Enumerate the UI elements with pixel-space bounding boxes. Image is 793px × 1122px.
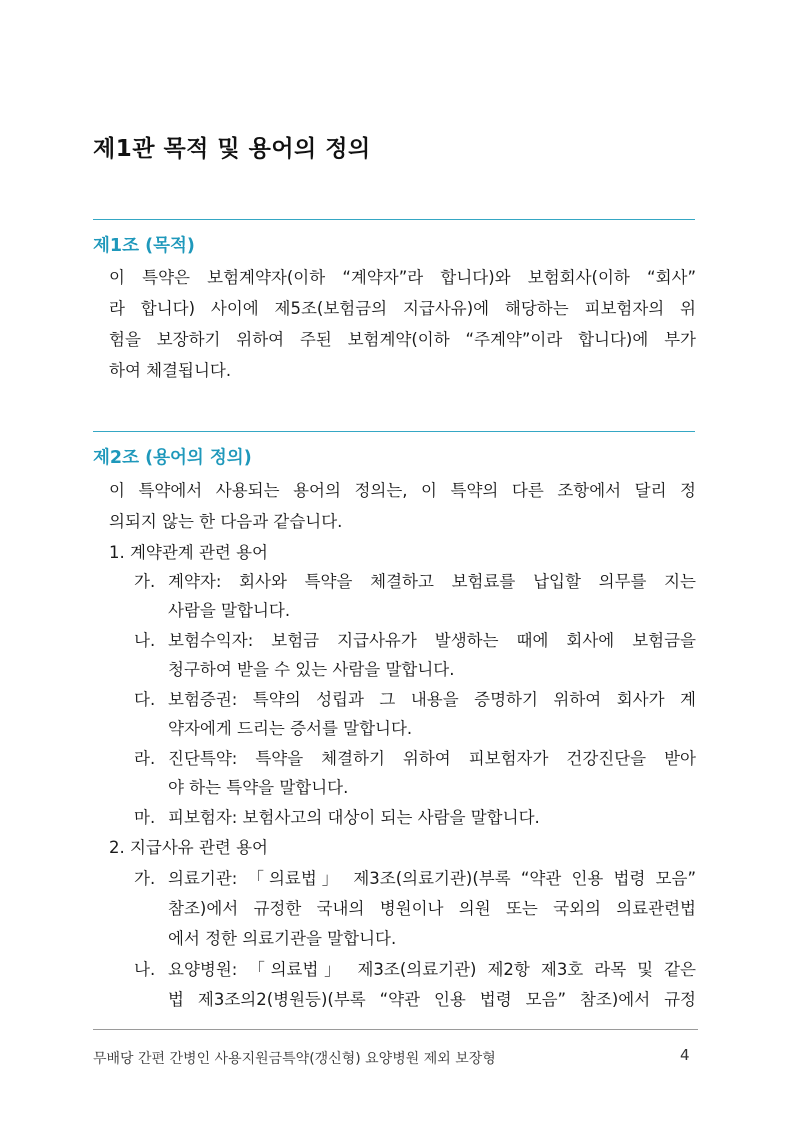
article-1-line: 험을 보장하기 위하여 주된 보험계약(이하 “주계약”이라 합니다)에 부가 xyxy=(109,330,696,349)
item-text: 야 하는 특약을 말합니다. xyxy=(168,778,349,797)
item-marker: 마. xyxy=(134,808,156,827)
footer-title: 무배당 간편 간병인 사용지원금특약(갱신형) 요양병원 제외 보장형 xyxy=(93,1051,496,1067)
item-marker: 나. xyxy=(134,960,156,979)
item-text: 진단특약: 특약을 체결하기 위하여 피보험자가 건강진단을 받아 xyxy=(168,749,696,768)
item-text: 요양병원: 「의료법」 제3조(의료기관) 제2항 제3호 라목 및 같은 xyxy=(168,960,696,979)
item-text: 약자에게 드리는 증서를 말합니다. xyxy=(168,719,413,738)
item-text: 청구하여 받을 수 있는 사람을 말합니다. xyxy=(168,660,455,679)
item-marker: 나. xyxy=(134,631,156,650)
section-1-heading: 1. 계약관계 관련 용어 xyxy=(109,543,268,562)
article-2-intro-line: 의되지 않는 한 다음과 같습니다. xyxy=(109,512,343,531)
item-text: 보험수익자: 보험금 지급사유가 발생하는 때에 회사에 보험금을 xyxy=(168,631,696,650)
item-text: 법 제3조의2(병원등)(부록 “약관 인용 법령 모음” 참조)에서 규정 xyxy=(168,990,696,1009)
item-text: 보험증권: 특약의 성립과 그 내용을 증명하기 위하여 회사가 계 xyxy=(168,690,696,709)
article-1-title: 제1조 (목적) xyxy=(93,236,195,256)
item-text: 피보험자: 보험사고의 대상이 되는 사람을 말합니다. xyxy=(168,808,540,827)
item-marker: 다. xyxy=(134,690,156,709)
article-1-divider xyxy=(93,219,695,220)
section-2-heading: 2. 지급사유 관련 용어 xyxy=(109,838,268,857)
item-marker: 가. xyxy=(134,869,156,888)
item-text: 사람을 말합니다. xyxy=(168,601,291,620)
item-text: 의료기관: 「의료법」 제3조(의료기관)(부록 “약관 인용 법령 모음” xyxy=(168,869,696,888)
item-marker: 가. xyxy=(134,572,156,591)
item-text: 계약자: 회사와 특약을 체결하고 보험료를 납입할 의무를 지는 xyxy=(168,572,696,591)
article-1-line: 라 합니다) 사이에 제5조(보험금의 지급사유)에 해당하는 피보험자의 위 xyxy=(109,299,696,318)
chapter-title: 제1관 목적 및 용어의 정의 xyxy=(93,136,371,162)
page-number: 4 xyxy=(680,1046,690,1064)
footer-divider xyxy=(93,1029,698,1030)
article-2-intro-line: 이 특약에서 사용되는 용어의 정의는, 이 특약의 다른 조항에서 달리 정 xyxy=(109,481,696,500)
article-1-line: 이 특약은 보험계약자(이하 “계약자”라 합니다)와 보험회사(이하 “회사” xyxy=(109,268,696,287)
article-2-divider xyxy=(93,431,695,432)
article-2-title: 제2조 (용어의 정의) xyxy=(93,448,252,468)
item-marker: 라. xyxy=(134,749,156,768)
item-text: 에서 정한 의료기관을 말합니다. xyxy=(168,929,397,948)
item-text: 참조)에서 규정한 국내의 병원이나 의원 또는 국외의 의료관련법 xyxy=(168,899,696,918)
article-1-line: 하여 체결됩니다. xyxy=(109,361,232,380)
